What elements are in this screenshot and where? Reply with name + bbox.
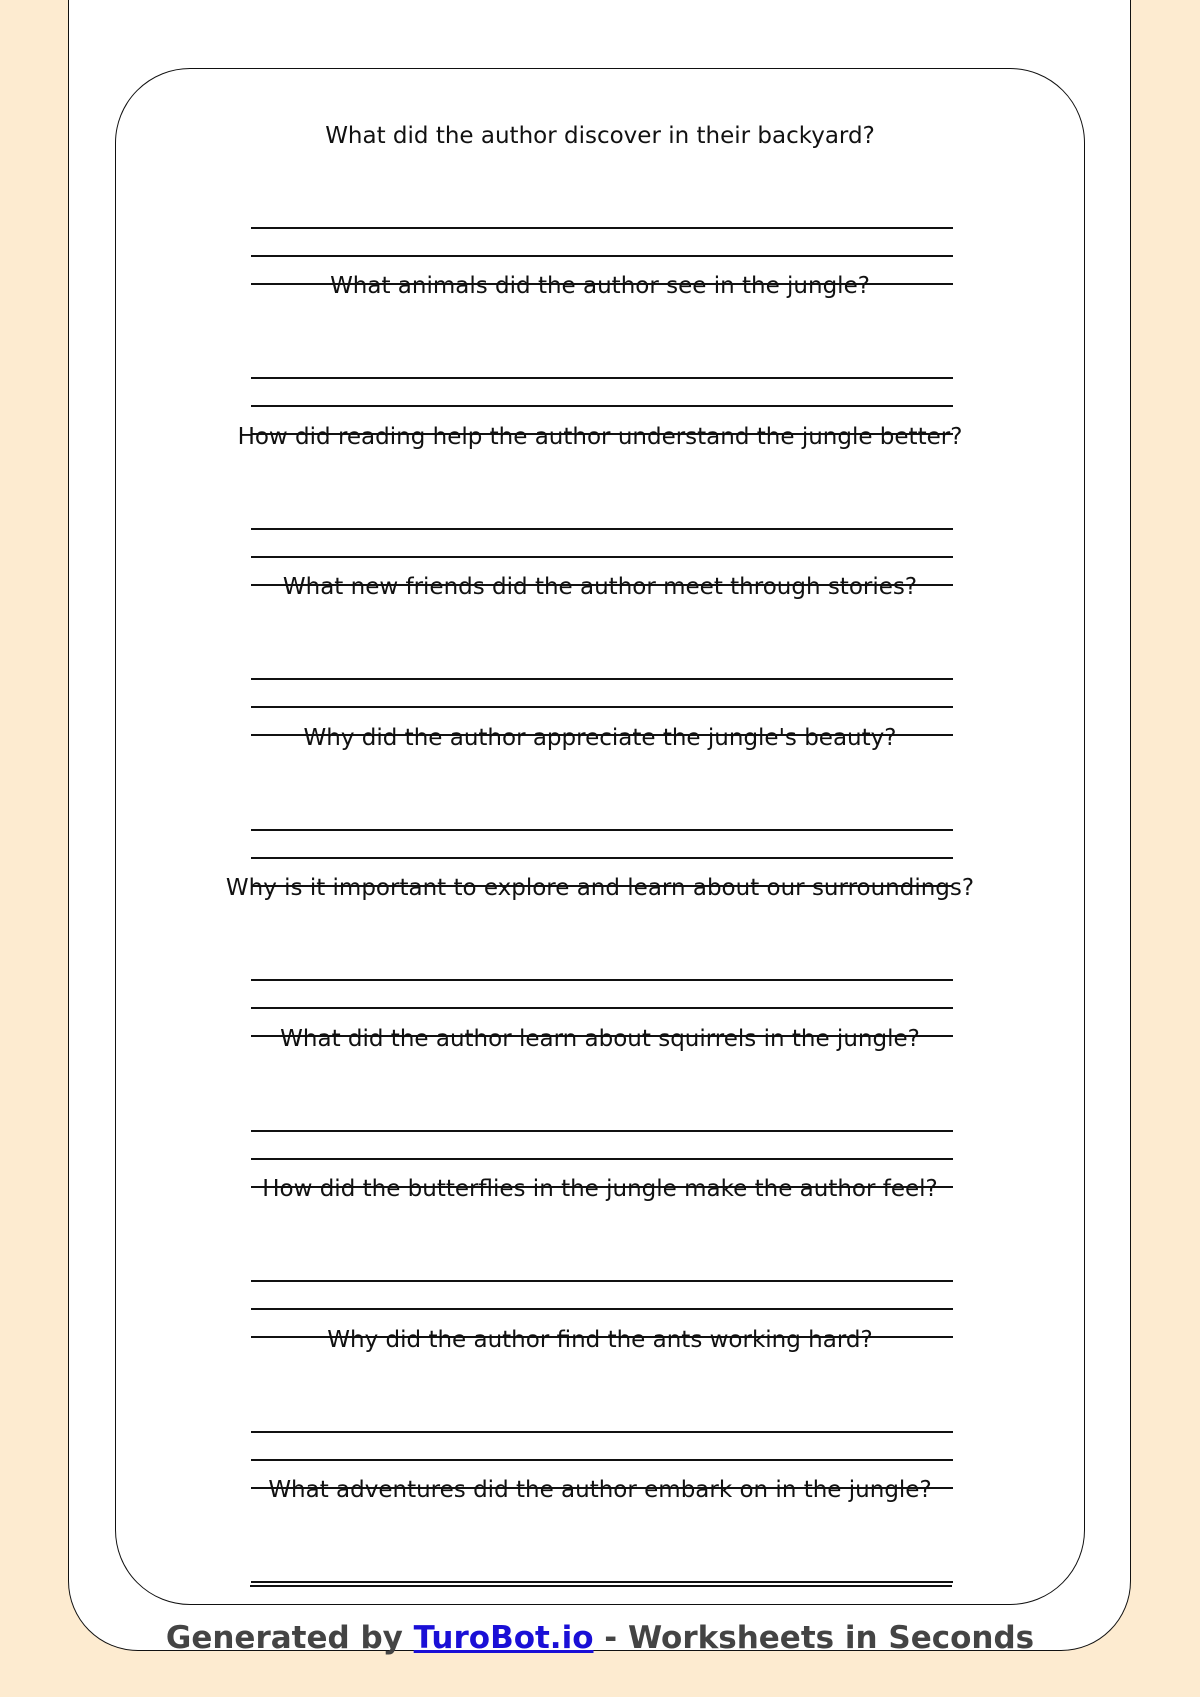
question-text: What did the author discover in their backyard? bbox=[325, 123, 875, 149]
question-text: What adventures did the author embark on in the jungle? bbox=[268, 1477, 932, 1503]
answer-line[interactable] bbox=[251, 1280, 953, 1282]
answer-line[interactable] bbox=[251, 1431, 953, 1433]
turobot-link[interactable]: TuroBot.io bbox=[413, 1620, 594, 1656]
question-item bbox=[116, 121, 1084, 151]
answer-line[interactable] bbox=[251, 857, 953, 859]
question-text: What new friends did the author meet through stories? bbox=[282, 574, 918, 600]
question-item bbox=[116, 572, 1084, 602]
answer-line[interactable] bbox=[251, 528, 953, 530]
question-item bbox=[116, 422, 1084, 452]
question-text: Why is it important to explore and learn about our surroundings? bbox=[225, 875, 975, 901]
answer-line[interactable] bbox=[250, 1585, 952, 1587]
answer-line[interactable] bbox=[251, 1308, 953, 1310]
question-text: How did reading help the author understand the jungle better? bbox=[237, 424, 963, 450]
question-item bbox=[116, 1024, 1084, 1054]
footer-suffix: - Worksheets in Seconds bbox=[593, 1620, 1035, 1656]
answer-line[interactable] bbox=[251, 1581, 953, 1583]
question-item bbox=[116, 1325, 1084, 1355]
answer-line[interactable] bbox=[251, 377, 953, 379]
answer-line[interactable] bbox=[251, 1130, 953, 1132]
answer-line[interactable] bbox=[251, 227, 953, 229]
question-item bbox=[116, 271, 1084, 301]
question-text: What did the author learn about squirrels in the jungle? bbox=[280, 1026, 920, 1052]
question-item bbox=[116, 1475, 1084, 1505]
question-text: How did the butterflies in the jungle make the author feel? bbox=[262, 1176, 938, 1202]
answer-line[interactable] bbox=[251, 556, 953, 558]
answer-line[interactable] bbox=[251, 1459, 953, 1461]
question-text: Why did the author appreciate the jungle's beauty? bbox=[303, 725, 897, 751]
answer-line[interactable] bbox=[251, 678, 953, 680]
question-item bbox=[116, 1174, 1084, 1204]
question-text: Why did the author find the ants working hard? bbox=[327, 1327, 873, 1353]
question-item bbox=[116, 873, 1084, 903]
question-item bbox=[116, 723, 1084, 753]
answer-line[interactable] bbox=[251, 979, 953, 981]
footer-credit bbox=[0, 1620, 1200, 1656]
answer-line[interactable] bbox=[251, 829, 953, 831]
footer-prefix: Generated by bbox=[165, 1620, 414, 1656]
answer-line[interactable] bbox=[251, 405, 953, 407]
answer-line[interactable] bbox=[251, 255, 953, 257]
answer-line[interactable] bbox=[251, 1158, 953, 1160]
question-text: What animals did the author see in the jungle? bbox=[330, 273, 870, 299]
answer-line[interactable] bbox=[251, 1007, 953, 1009]
questions-card bbox=[115, 68, 1085, 1605]
answer-line[interactable] bbox=[251, 706, 953, 708]
